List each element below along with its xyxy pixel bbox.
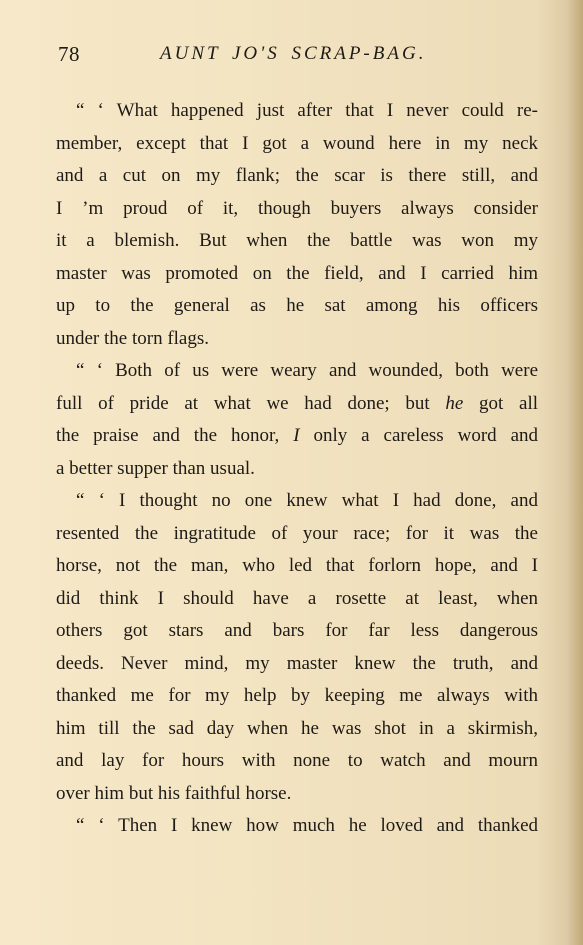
text-line: resented the ingratitude of your race; for it was the (56, 522, 538, 544)
emphasized-word: he (445, 392, 464, 414)
text-line: under the torn flags. (56, 327, 210, 349)
text-line: member, except that I got a wound here in my neck (56, 132, 538, 154)
text-line: master was promoted on the field, and I carried him (56, 262, 538, 284)
text-line: others got stars and bars for far less dangerous (56, 620, 538, 641)
text-line: “ ‘ I thought no one knew what I had done, and (76, 490, 538, 511)
text-line: full of pride at what we had done; but he got all (56, 392, 539, 414)
body-text (56, 95, 538, 843)
text-line: thanked me for my help by keeping me always with (56, 685, 538, 706)
text-line (56, 355, 538, 388)
text-line: deeds. Never mind, my master knew the truth, and (56, 652, 538, 674)
page-number: 78 (58, 42, 80, 66)
text-line: horse, not the man, who led that forlorn hope, and I (56, 555, 538, 576)
text-line: over him but his faithful horse. (56, 782, 292, 804)
text-line: up to the general as he sat among his officers (56, 295, 538, 316)
text-line: and lay for hours with none to watch and mourn (56, 750, 538, 771)
text-line: I ’m proud of it, though buyers always consider (56, 197, 538, 219)
text-line: the praise and the honor, I only a careless word and (56, 425, 539, 446)
page-gutter-shadow (567, 0, 583, 945)
text-line: “ ‘ What happened just after that I never could re- (76, 100, 538, 121)
text-line: and a cut on my flank; the scar is there still, and (56, 165, 538, 186)
text-line: him till the sad day when he was shot in a skirmish, (56, 717, 538, 739)
page-header (58, 42, 536, 72)
text-line: a better supper than usual. (56, 457, 255, 479)
running-head: AUNT JO'S SCRAP-BAG. (160, 43, 427, 64)
emphasized-word: I (293, 425, 300, 446)
text-line: “ ‘ Then I knew how much he loved and thanked (76, 815, 538, 836)
text-line-content: “ ‘ Both of us were weary and wounded, both were (76, 360, 538, 381)
text-line: did think I should have a rosette at least, when (56, 587, 538, 609)
text-line: it a blemish. But when the battle was won my (56, 230, 538, 251)
